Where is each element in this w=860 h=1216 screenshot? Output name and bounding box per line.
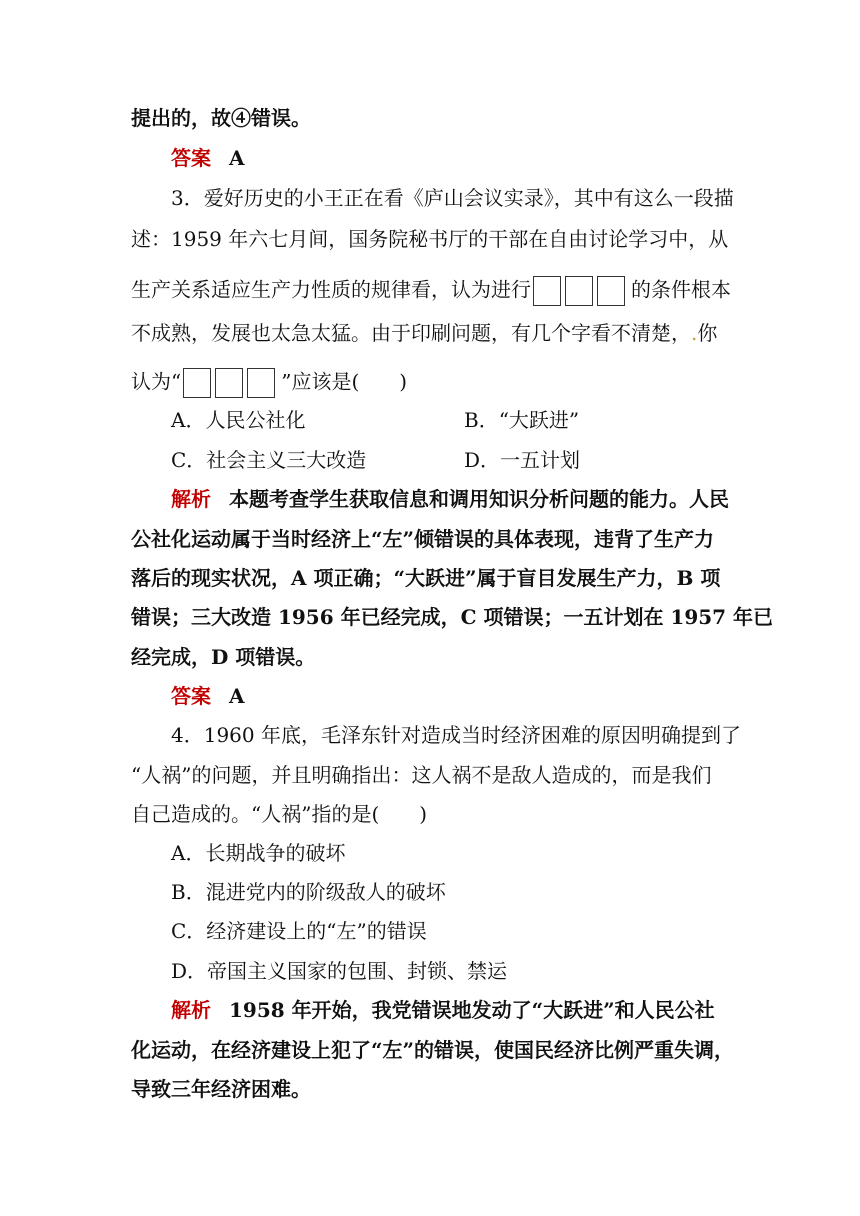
explanation-label: 解析 — [171, 487, 211, 511]
question-text: 的条件根本 — [631, 277, 731, 302]
answer-value: A — [229, 684, 245, 708]
answer-label: 答案 — [171, 684, 211, 708]
question-text: 生产关系适应生产力性质的规律看，认为进行 — [131, 277, 531, 302]
stray-dot: . — [691, 321, 698, 345]
option-b: B．“大跃进” — [464, 408, 580, 432]
answer-line — [171, 684, 245, 708]
question-line — [131, 321, 717, 345]
option-c: C．社会主义三大改造 — [171, 448, 367, 472]
explanation-line: 导致三年经济困难。 — [131, 1077, 311, 1101]
explanation-line — [171, 998, 715, 1022]
explanation-line: 错误；三大改造 1956 年已经完成，C 项错误；一五计划在 1957 年已 — [131, 605, 774, 629]
question-line: 述：1959 年六七月间，国务院秘书厅的干部在自由讨论学习中，从 — [131, 227, 729, 251]
blank-box — [533, 276, 561, 306]
blank-box — [215, 368, 243, 398]
option-a: A．长期战争的破坏 — [171, 841, 346, 865]
question-text: 认为“ — [131, 369, 182, 394]
blank-box — [247, 368, 275, 398]
option-row — [171, 408, 305, 432]
question-line: 自己造成的。“人祸”指的是( ) — [131, 802, 428, 826]
question-line: 4．1960 年底，毛泽东针对造成当时经济困难的原因明确提到了 — [171, 723, 741, 747]
explanation-line: 经完成，D 项错误。 — [131, 645, 316, 669]
question-line — [131, 276, 731, 306]
option-d: D．一五计划 — [464, 448, 581, 472]
answer-value: A — [229, 146, 245, 170]
explanation-line — [171, 487, 729, 511]
explanation-line: 公社化运动属于当时经济上“左”倾错误的具体表现，违背了生产力 — [131, 527, 715, 551]
blank-box — [565, 276, 593, 306]
blank-box — [183, 368, 211, 398]
text-line: 提出的，故④错误。 — [131, 106, 311, 130]
question-line: 3．爱好历史的小王正在看《庐山会议实录》，其中有这么一段描 — [171, 186, 734, 210]
question-text: 你 — [697, 321, 718, 345]
explanation-text: 本题考查学生获取信息和调用知识分析问题的能力。人民 — [229, 487, 729, 511]
explanation-line: 落后的现实状况，A 项正确；“大跃进”属于盲目发展生产力，B 项 — [131, 566, 721, 590]
explanation-line: 化运动，在经济建设上犯了“左”的错误，使国民经济比例严重失调， — [131, 1038, 735, 1062]
question-line: “人祸”的问题，并且明确指出：这人祸不是敌人造成的，而是我们 — [131, 763, 712, 787]
explanation-text: 1958 年开始，我党错误地发动了“大跃进”和人民公社 — [229, 998, 715, 1022]
answer-line — [171, 146, 245, 170]
blank-boxes — [533, 276, 629, 306]
question-text: ”应该是( ) — [281, 369, 408, 394]
answer-label: 答案 — [171, 146, 211, 170]
blank-boxes — [183, 368, 279, 398]
question-text: 不成熟，发展也太急太猛。由于印刷问题，有几个字看不清楚， — [131, 321, 691, 345]
blank-box — [597, 276, 625, 306]
option-d: D．帝国主义国家的包围、封锁、禁运 — [171, 959, 508, 983]
question-line — [131, 368, 407, 398]
option-b: B．混进党内的阶级敌人的破坏 — [171, 880, 446, 904]
option-c: C．经济建设上的“左”的错误 — [171, 919, 427, 943]
explanation-label: 解析 — [171, 998, 211, 1022]
option-a: A．人民公社化 — [171, 408, 306, 432]
